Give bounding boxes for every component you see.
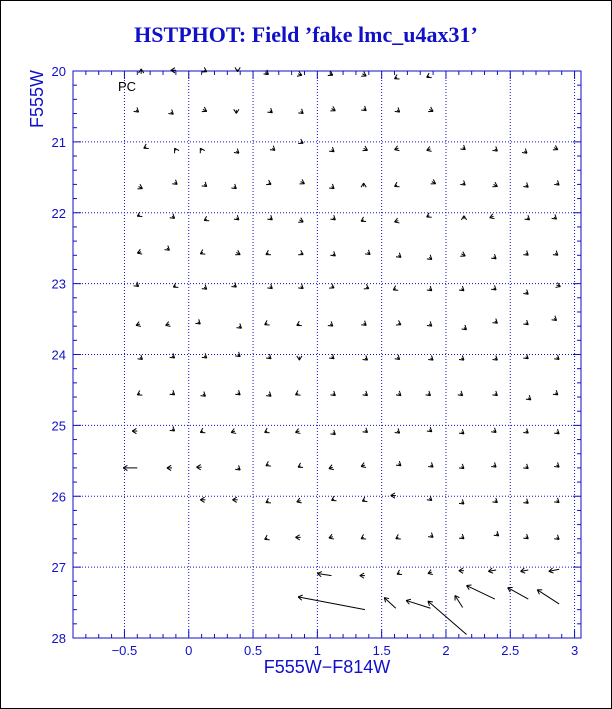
- grid: [73, 71, 581, 638]
- vector-mark: [428, 107, 433, 112]
- x-tick-label: 1: [313, 643, 321, 658]
- vector-mark: [364, 284, 369, 289]
- vector-mark: [523, 464, 528, 469]
- vector-mark: [363, 355, 368, 360]
- vector-mark: [460, 252, 465, 257]
- vector-mark: [462, 325, 467, 330]
- vector-mark: [134, 107, 139, 112]
- vector-mark: [234, 109, 239, 113]
- vector-mark: [523, 354, 528, 359]
- vector-mark: [166, 322, 171, 327]
- vector-mark: [459, 355, 464, 360]
- vector-mark: [330, 215, 335, 220]
- vector-mark: [395, 428, 400, 433]
- vector-mark: [553, 251, 558, 256]
- y-tick-label: 27: [51, 560, 66, 576]
- vector-mark: [428, 533, 433, 538]
- vector-mark: [175, 148, 179, 153]
- vector-mark: [168, 110, 173, 115]
- vector-mark: [298, 250, 303, 255]
- vector-mark: [492, 355, 497, 360]
- vector-mark: [266, 498, 271, 503]
- axes-box: [73, 71, 581, 638]
- chart-title: HSTPHOT: Field ’fake lmc_u4ax31’: [134, 22, 478, 47]
- vector-mark: [391, 493, 396, 498]
- vector-mark: [361, 463, 366, 468]
- vector-mark: [459, 568, 464, 573]
- x-tick-label: 3: [570, 643, 579, 658]
- vector-mark: [329, 465, 334, 470]
- vector-mark: [235, 250, 240, 255]
- vector-mark: [137, 212, 142, 217]
- vector-mark: [523, 534, 528, 539]
- panel-label: PC: [118, 78, 137, 94]
- vector-mark: [237, 324, 242, 329]
- vector-mark: [200, 250, 205, 255]
- vector-mark: [270, 146, 275, 151]
- vector-mark: [431, 179, 436, 184]
- vector-mark: [298, 284, 303, 289]
- vector-mark: [265, 428, 270, 433]
- y-tick-label: 22: [51, 205, 66, 221]
- vector-mark: [554, 180, 559, 185]
- vector-mark: [137, 391, 142, 396]
- vector-mark: [553, 145, 558, 150]
- vector-mark: [298, 463, 303, 468]
- vector-mark: [200, 428, 205, 433]
- vector-mark: [330, 106, 335, 111]
- vector-mark: [173, 283, 178, 288]
- x-tick-label: 1.5: [372, 643, 391, 658]
- vector-mark: [459, 286, 464, 291]
- vector-mark: [202, 285, 207, 290]
- x-tick-label: −0.5: [111, 643, 138, 658]
- vector-mark: [265, 320, 270, 325]
- vector-mark: [397, 570, 402, 575]
- vector-mark: [267, 215, 272, 220]
- vector-mark: [427, 321, 432, 326]
- vector-mark: [330, 430, 335, 435]
- vector-mark: [554, 355, 559, 360]
- vector-mark: [295, 429, 300, 434]
- vector-mark: [459, 464, 464, 469]
- x-axis-title: F555W−F814W: [263, 657, 391, 677]
- vector-mark: [427, 255, 432, 260]
- vector-mark: [329, 534, 334, 539]
- vector-mark: [427, 73, 432, 78]
- vector-mark: [459, 499, 464, 504]
- vector-mark: [384, 598, 396, 609]
- vector-mark: [396, 534, 401, 539]
- vector-mark: [267, 108, 272, 113]
- vector-mark: [428, 570, 433, 575]
- vector-mark: [491, 254, 496, 259]
- vector-mark: [329, 284, 334, 289]
- y-tick-label: 20: [51, 64, 66, 79]
- vector-mark: [330, 391, 335, 396]
- vector-mark: [328, 321, 333, 326]
- vector-mark: [427, 286, 432, 291]
- vector-mark: [554, 535, 559, 540]
- vector-mark: [266, 392, 271, 397]
- vector-mark: [492, 146, 497, 151]
- vector-mark: [460, 145, 465, 150]
- vector-mark: [170, 214, 175, 219]
- vector-mark: [393, 286, 398, 291]
- vector-mark: [521, 568, 529, 573]
- vector-mark: [234, 215, 239, 220]
- vector-mark: [522, 148, 527, 153]
- x-tick-label: 0.5: [244, 643, 263, 658]
- vector-mark: [460, 180, 465, 185]
- vector-mark: [427, 146, 432, 151]
- vector-mark: [361, 72, 366, 77]
- vector-mark: [363, 391, 368, 396]
- vector-mark: [200, 148, 204, 153]
- vector-mark: [137, 249, 142, 254]
- vector-mark: [488, 568, 496, 573]
- vector-mark: [204, 216, 209, 221]
- vector-mark: [202, 107, 207, 112]
- vector-mark: [526, 395, 531, 400]
- vector-mark: [137, 184, 142, 189]
- vector-mark: [461, 216, 466, 220]
- vector-mark: [508, 587, 529, 599]
- x-tick-label: 2.5: [501, 643, 520, 658]
- vector-mark: [172, 180, 177, 185]
- vector-mark: [299, 179, 304, 184]
- vector-mark: [395, 355, 400, 360]
- vector-mark: [329, 184, 334, 189]
- vector-mark: [266, 180, 271, 185]
- y-tick-label: 25: [51, 418, 66, 434]
- vector-mark: [265, 535, 270, 540]
- vector-mark: [298, 595, 365, 610]
- vector-mark: [317, 572, 331, 577]
- vector-mark: [136, 322, 141, 327]
- vector-mark: [494, 531, 499, 536]
- vector-mark: [266, 250, 271, 255]
- vector-mark: [170, 426, 175, 431]
- vector-mark: [523, 290, 528, 295]
- x-tick-label: 0: [185, 643, 193, 658]
- vector-mark: [362, 497, 367, 502]
- vector-mark: [491, 462, 496, 467]
- vector-mark: [395, 146, 400, 151]
- vector-mark: [467, 585, 495, 599]
- vector-mark: [554, 429, 559, 434]
- vector-mark: [297, 498, 302, 503]
- vector-mark: [295, 535, 300, 540]
- vector-mark: [144, 144, 149, 149]
- vector-mark: [427, 427, 432, 432]
- vector-mark: [137, 355, 142, 360]
- y-tick-label: 21: [51, 134, 66, 150]
- vector-mark: [132, 428, 137, 433]
- vector-mark: [428, 601, 467, 634]
- vector-mark: [459, 429, 464, 434]
- vector-mark: [491, 285, 496, 290]
- vector-mark: [235, 390, 240, 395]
- vector-mark: [298, 218, 303, 223]
- vector-mark: [361, 534, 366, 539]
- vector-mark: [231, 429, 236, 434]
- vector-mark: [329, 147, 334, 152]
- vector-mark: [458, 391, 463, 396]
- vector-mark: [298, 109, 303, 114]
- y-tick-label: 26: [51, 489, 66, 505]
- vector-mark: [196, 465, 201, 470]
- vector-mark: [295, 391, 300, 396]
- vector-mark: [552, 316, 557, 321]
- vector-mark: [395, 182, 400, 187]
- vector-mark: [395, 107, 400, 112]
- vector-mark: [523, 320, 528, 325]
- vector-mark: [332, 496, 337, 501]
- vector-mark: [549, 568, 559, 573]
- vector-mark: [396, 391, 401, 396]
- vector-mark: [395, 218, 400, 223]
- vector-mark: [195, 319, 200, 324]
- vector-mark: [363, 146, 368, 151]
- vector-mark: [553, 390, 558, 395]
- vector-mark: [170, 390, 175, 395]
- vector-mark: [365, 250, 370, 255]
- vector-mark: [167, 465, 172, 470]
- vector-mark: [406, 599, 430, 608]
- vector-mark: [455, 595, 463, 607]
- y-tick-label: 23: [51, 276, 66, 292]
- vector-mark: [554, 462, 559, 467]
- y-tick-label: 28: [51, 631, 66, 646]
- vector-mark: [363, 428, 368, 433]
- vector-mark: [139, 69, 144, 74]
- vector-mark: [297, 321, 302, 326]
- vector-mark: [426, 391, 431, 396]
- vector-mark: [298, 139, 303, 144]
- vector-mark: [266, 461, 271, 466]
- vector-mark: [428, 355, 433, 360]
- vector-mark: [491, 428, 496, 433]
- y-axis-title: F555W: [27, 69, 47, 129]
- y-tick-label: 24: [51, 347, 66, 363]
- vector-mark: [396, 461, 401, 466]
- vector-mark: [427, 213, 432, 218]
- vector-mark: [396, 320, 401, 325]
- vector-mark: [360, 573, 365, 578]
- vector-mark: [523, 183, 528, 188]
- vector-mark: [525, 215, 530, 220]
- x-tick-label: 2: [442, 643, 450, 658]
- vector-mark: [171, 68, 176, 73]
- vector-mark: [232, 497, 237, 502]
- vector-mark: [490, 214, 495, 219]
- vector-mark: [459, 534, 464, 539]
- vector-mark: [361, 106, 366, 111]
- vector-mark: [554, 498, 559, 503]
- vector-mark: [361, 183, 366, 187]
- vector-mark: [523, 251, 528, 256]
- vector-mark: [235, 465, 240, 470]
- vector-mark: [297, 71, 302, 76]
- vector-mark: [396, 253, 401, 258]
- vector-mark: [361, 217, 366, 222]
- vector-mark: [492, 182, 497, 187]
- vector-mark: [200, 497, 205, 502]
- vector-mark: [492, 498, 497, 503]
- vector-mark: [492, 391, 497, 396]
- vector-mark: [297, 356, 302, 360]
- vector-mark: [267, 284, 272, 289]
- vector-mark: [123, 465, 137, 470]
- vector-mark: [552, 214, 557, 219]
- vector-mark: [492, 319, 497, 324]
- vector-mark: [234, 148, 239, 153]
- vector-mark: [523, 428, 528, 433]
- vector-mark: [428, 462, 433, 467]
- vector-mark: [201, 392, 206, 397]
- vector-mark: [202, 182, 207, 187]
- vector-mark: [537, 590, 559, 604]
- vector-mark: [330, 251, 335, 256]
- vector-mark: [523, 499, 528, 504]
- vector-mark: [361, 321, 366, 326]
- vector-mark: [231, 184, 236, 189]
- axis-ticks: [52, 64, 581, 658]
- vector-mark: [395, 74, 400, 79]
- vector-mark: [165, 246, 170, 251]
